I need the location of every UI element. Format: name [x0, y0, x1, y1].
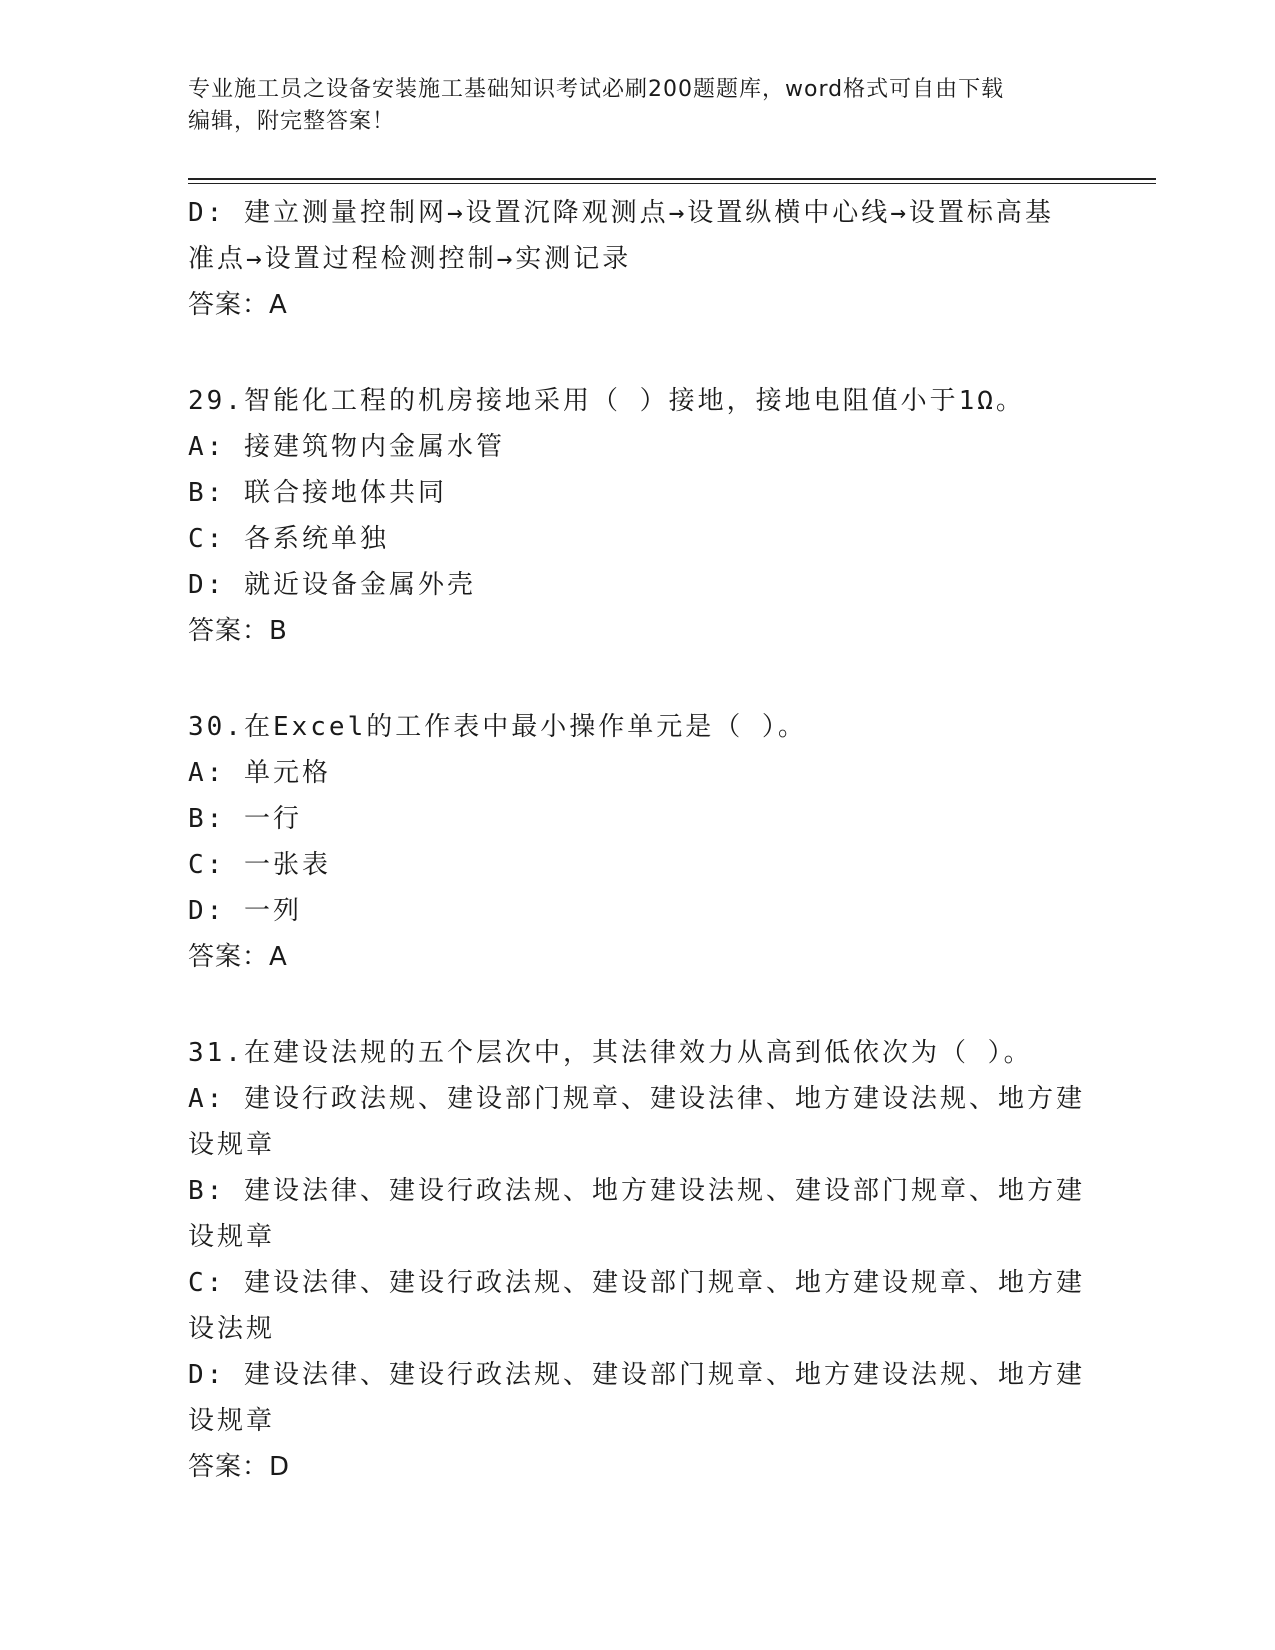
option-c-continued: 设法规 — [188, 1314, 276, 1344]
option-b-continued: 设规章 — [188, 1222, 276, 1252]
document-header — [188, 74, 1068, 138]
header-divider-thin — [188, 183, 1156, 184]
option-d: D: 一列 — [188, 896, 302, 926]
option-b: B: 一行 — [188, 804, 302, 834]
option-c: C: 一张表 — [188, 850, 331, 880]
question-content — [188, 190, 1088, 1490]
option-d-continued: 设规章 — [188, 1406, 276, 1436]
option-c: C: 各系统单独 — [188, 524, 389, 554]
question-stem: 30.在Excel的工作表中最小操作单元是（ ）。 — [188, 712, 807, 742]
question-28-tail — [188, 190, 1088, 328]
answer-label: 答案：A — [188, 290, 288, 320]
question-stem: 31.在建设法规的五个层次中，其法律效力从高到低依次为（ ）。 — [188, 1038, 1033, 1068]
option-c: C: 建设法律、建设行政法规、建设部门规章、地方建设规章、地方建 — [188, 1268, 1085, 1298]
option-d: D: 建立测量控制网→设置沉降观测点→设置纵横中心线→设置标高基 — [188, 198, 1054, 228]
option-a: A: 建设行政法规、建设部门规章、建设法律、地方建设法规、地方建 — [188, 1084, 1085, 1114]
question-31 — [188, 1030, 1088, 1490]
option-b: B: 建设法律、建设行政法规、地方建设法规、建设部门规章、地方建 — [188, 1176, 1085, 1206]
question-stem: 29.智能化工程的机房接地采用（ ）接地，接地电阻值小于1Ω。 — [188, 386, 1025, 416]
header-title-line-1: 专业施工员之设备安装施工基础知识考试必刷200题题库，word格式可自由下载 — [188, 77, 1005, 102]
answer-label: 答案：D — [188, 1452, 291, 1482]
answer-label: 答案：A — [188, 942, 288, 972]
spacer — [188, 980, 1088, 1030]
header-title-line-2: 编辑，附完整答案！ — [188, 109, 396, 134]
option-a-continued: 设规章 — [188, 1130, 276, 1160]
option-b: B: 联合接地体共同 — [188, 478, 447, 508]
question-30 — [188, 704, 1088, 980]
question-29 — [188, 378, 1088, 654]
spacer — [188, 654, 1088, 704]
header-divider-thick — [188, 178, 1156, 180]
spacer — [188, 328, 1088, 378]
option-d: D: 就近设备金属外壳 — [188, 570, 476, 600]
option-d-continued: 准点→设置过程检测控制→实测记录 — [188, 244, 632, 274]
answer-label: 答案：B — [188, 616, 288, 646]
option-d: D: 建设法律、建设行政法规、建设部门规章、地方建设法规、地方建 — [188, 1360, 1085, 1390]
option-a: A: 接建筑物内金属水管 — [188, 432, 505, 462]
option-a: A: 单元格 — [188, 758, 331, 788]
